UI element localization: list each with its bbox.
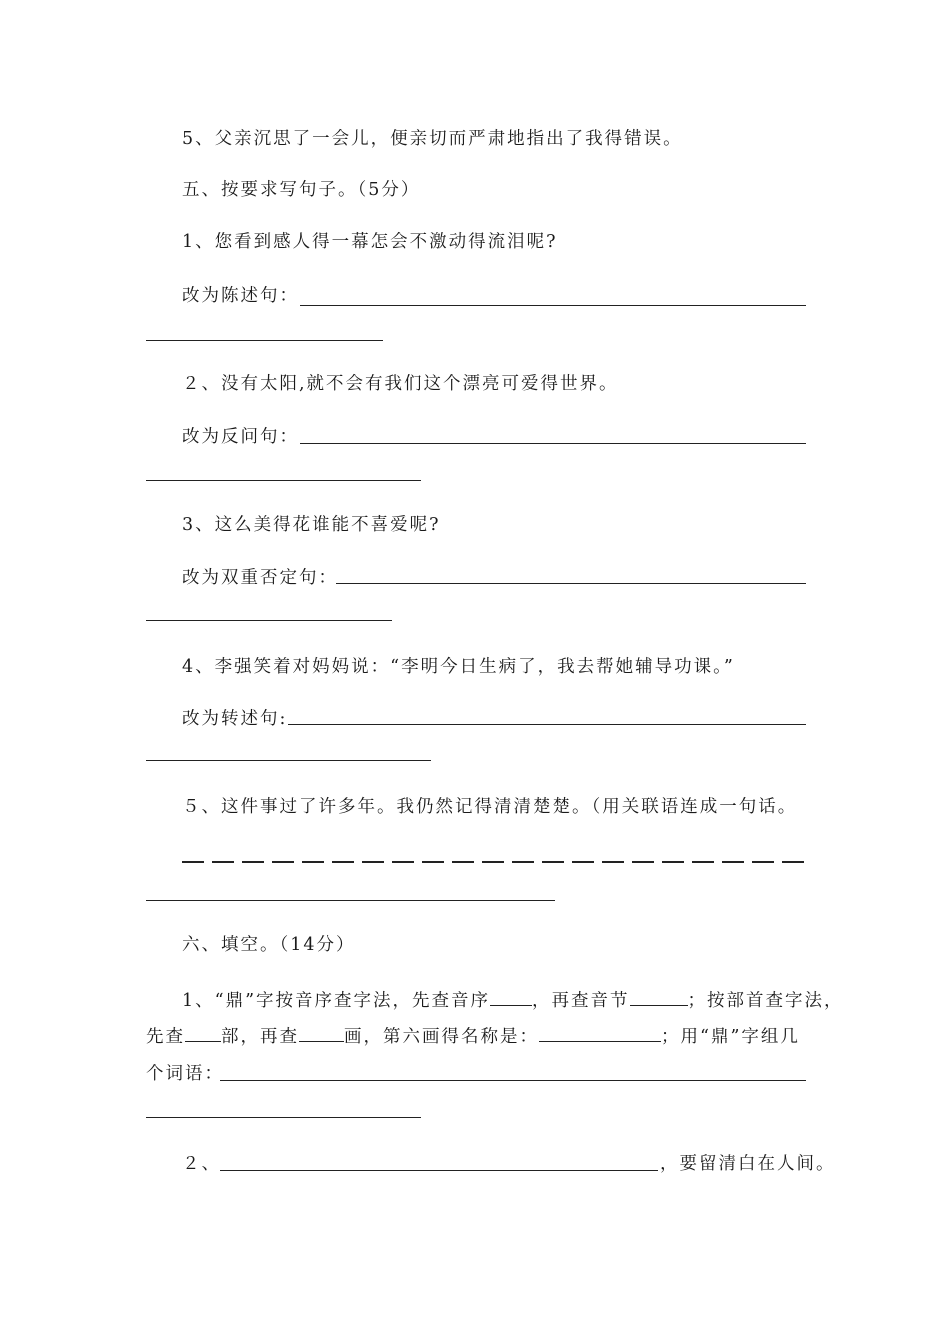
s6-blank-name[interactable] (539, 1023, 661, 1042)
s6-q1-words-line-2[interactable] (146, 1117, 421, 1118)
s5-q2-answer-line-2[interactable] (146, 480, 421, 481)
section5-heading: 五、按要求写句子。（5分） (182, 180, 421, 200)
s5-q3-answer-line[interactable] (336, 583, 806, 584)
s5-q5-answer-line-2[interactable] (146, 900, 555, 901)
s5-q3-text: 3、这么美得花谁能不喜爱呢? (182, 515, 441, 535)
s6-q2-prefix: ２、 (182, 1154, 221, 1174)
s6-q1-words-line[interactable] (220, 1080, 806, 1081)
s6-q1-line1 (182, 987, 844, 1013)
s6-blank-yinjie[interactable] (630, 987, 688, 1006)
s6-q1-part1: 1、“鼎”字按音序查字法，先查音序 (182, 991, 491, 1011)
s6-q1-part5: 部，再查 (221, 1027, 299, 1047)
s6-q1-part3: ；按部首查字法， (687, 991, 844, 1011)
s6-blank-bushou[interactable] (185, 1023, 221, 1042)
s4-item5: 5、父亲沉思了一会儿，便亲切而严肃地指出了我得错误。 (182, 129, 683, 149)
s6-q1-part7: ；用“鼎”字组几 (661, 1027, 800, 1047)
section6-heading: 六、填空。（14分） (182, 935, 356, 955)
s5-q3-answer-line-2[interactable] (146, 620, 392, 621)
s6-q1-line3: 个词语： (146, 1064, 224, 1084)
s5-q1-label: 改为陈述句： (182, 286, 299, 306)
s5-q5-answer-dashed-line[interactable] (182, 861, 806, 863)
s6-q1-part4: 先查 (146, 1027, 185, 1047)
s6-blank-bihua[interactable] (299, 1023, 344, 1042)
s6-q1-line2 (146, 1023, 800, 1049)
s5-q1-text: 1、您看到感人得一幕怎会不激动得流泪呢? (182, 232, 558, 252)
s5-q4-answer-line[interactable] (288, 724, 806, 725)
s6-blank-yinxu[interactable] (490, 987, 532, 1006)
s6-q2-answer-line[interactable] (220, 1170, 658, 1171)
s6-q2-suffix: ，要留清白在人间。 (660, 1154, 836, 1174)
s5-q2-label: 改为反问句： (182, 427, 299, 447)
s6-q1-part6: 画，第六画得名称是： (344, 1027, 539, 1047)
s6-q1-part2: ，再查音节 (532, 991, 630, 1011)
s5-q4-text: 4、李强笑着对妈妈说：“李明今日生病了，我去帮她辅导功课。” (182, 657, 735, 677)
s5-q3-label: 改为双重否定句： (182, 568, 338, 588)
s5-q2-answer-line[interactable] (300, 443, 806, 444)
s5-q1-answer-line[interactable] (300, 305, 806, 306)
s5-q5-text: ５、这件事过了许多年。我仍然记得清清楚楚。（用关联语连成一句话。 (182, 797, 798, 817)
s5-q4-answer-line-2[interactable] (146, 760, 431, 761)
s5-q1-answer-line-2[interactable] (146, 340, 383, 341)
s5-q4-label: 改为转述句: (182, 709, 288, 729)
s5-q2-text: ２、没有太阳,就不会有我们这个漂亮可爱得世界。 (182, 374, 619, 394)
